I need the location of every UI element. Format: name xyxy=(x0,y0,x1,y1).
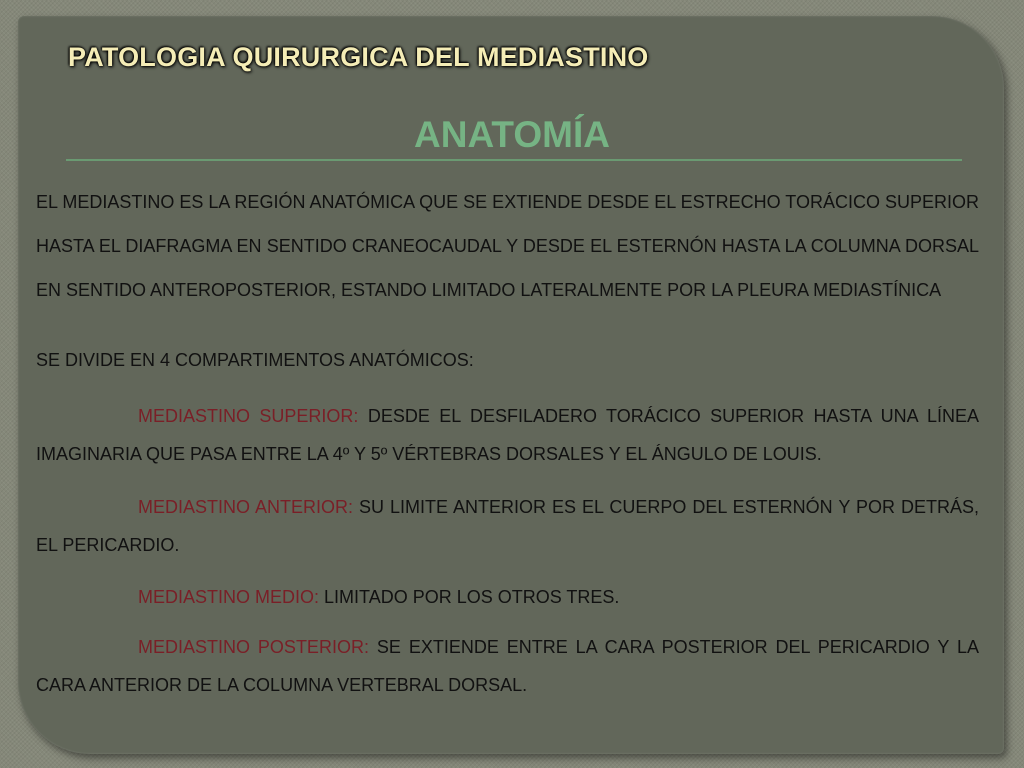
slide-header-title: PATOLOGIA QUIRURGICA DEL MEDIASTINO xyxy=(68,42,649,72)
compartment-description: SU LIMITE ANTERIOR ES EL CUERPO DEL ESTERNÓN Y POR DETRÁS, EL PERICARDIO. xyxy=(36,497,979,555)
slide-body xyxy=(36,180,979,704)
intro-paragraph: EL MEDIASTINO ES LA REGIÓN ANATÓMICA QUE SE EXTIENDE DESDE EL ESTRECHO TORÁCICO SUPERIOR HASTA EL DIAFRAGMA EN SENTIDO CRANEOCAUDAL Y DESDE EL ESTERNÓN HASTA LA COLUMNA DORSAL EN SENTIDO ANTEROPOSTERIOR, ESTANDO LIMITADO LATERALMENTE POR LA PLEURA MEDIASTÍNICA xyxy=(36,192,979,300)
compartment-posterior xyxy=(36,628,979,704)
compartment-term: MEDIASTINO ANTERIOR xyxy=(138,497,349,517)
compartment-description: DESDE EL DESFILADERO TORÁCICO SUPERIOR HASTA UNA LÍNEA IMAGINARIA QUE PASA ENTRE LA 4º Y 5º VÉRTEBRAS DORSALES Y EL ÁNGULO DE LOUIS. xyxy=(36,406,980,464)
compartment-term: MEDIASTINO SUPERIOR xyxy=(138,406,354,426)
compartment-description: LIMITADO POR LOS OTROS TRES. xyxy=(319,587,620,607)
compartment-term: MEDIASTINO POSTERIOR xyxy=(138,637,364,657)
divides-paragraph: SE DIVIDE EN 4 COMPARTIMENTOS ANATÓMICOS: xyxy=(36,350,474,370)
compartment-medio xyxy=(36,578,979,616)
compartment-anterior xyxy=(36,488,979,564)
term-separator: : xyxy=(314,587,320,607)
title-divider xyxy=(66,159,962,161)
compartment-term: MEDIASTINO MEDIO xyxy=(138,587,315,607)
section-title: ANATOMÍA xyxy=(414,114,610,155)
term-separator: : xyxy=(348,497,354,517)
term-separator: : xyxy=(353,406,359,426)
term-separator: : xyxy=(363,637,369,657)
compartment-superior xyxy=(36,397,979,473)
compartment-description: SE EXTIENDE ENTRE LA CARA POSTERIOR DEL PERICARDIO Y LA CARA ANTERIOR DE LA COLUMNA VERTEBRAL DORSAL. xyxy=(36,637,979,695)
